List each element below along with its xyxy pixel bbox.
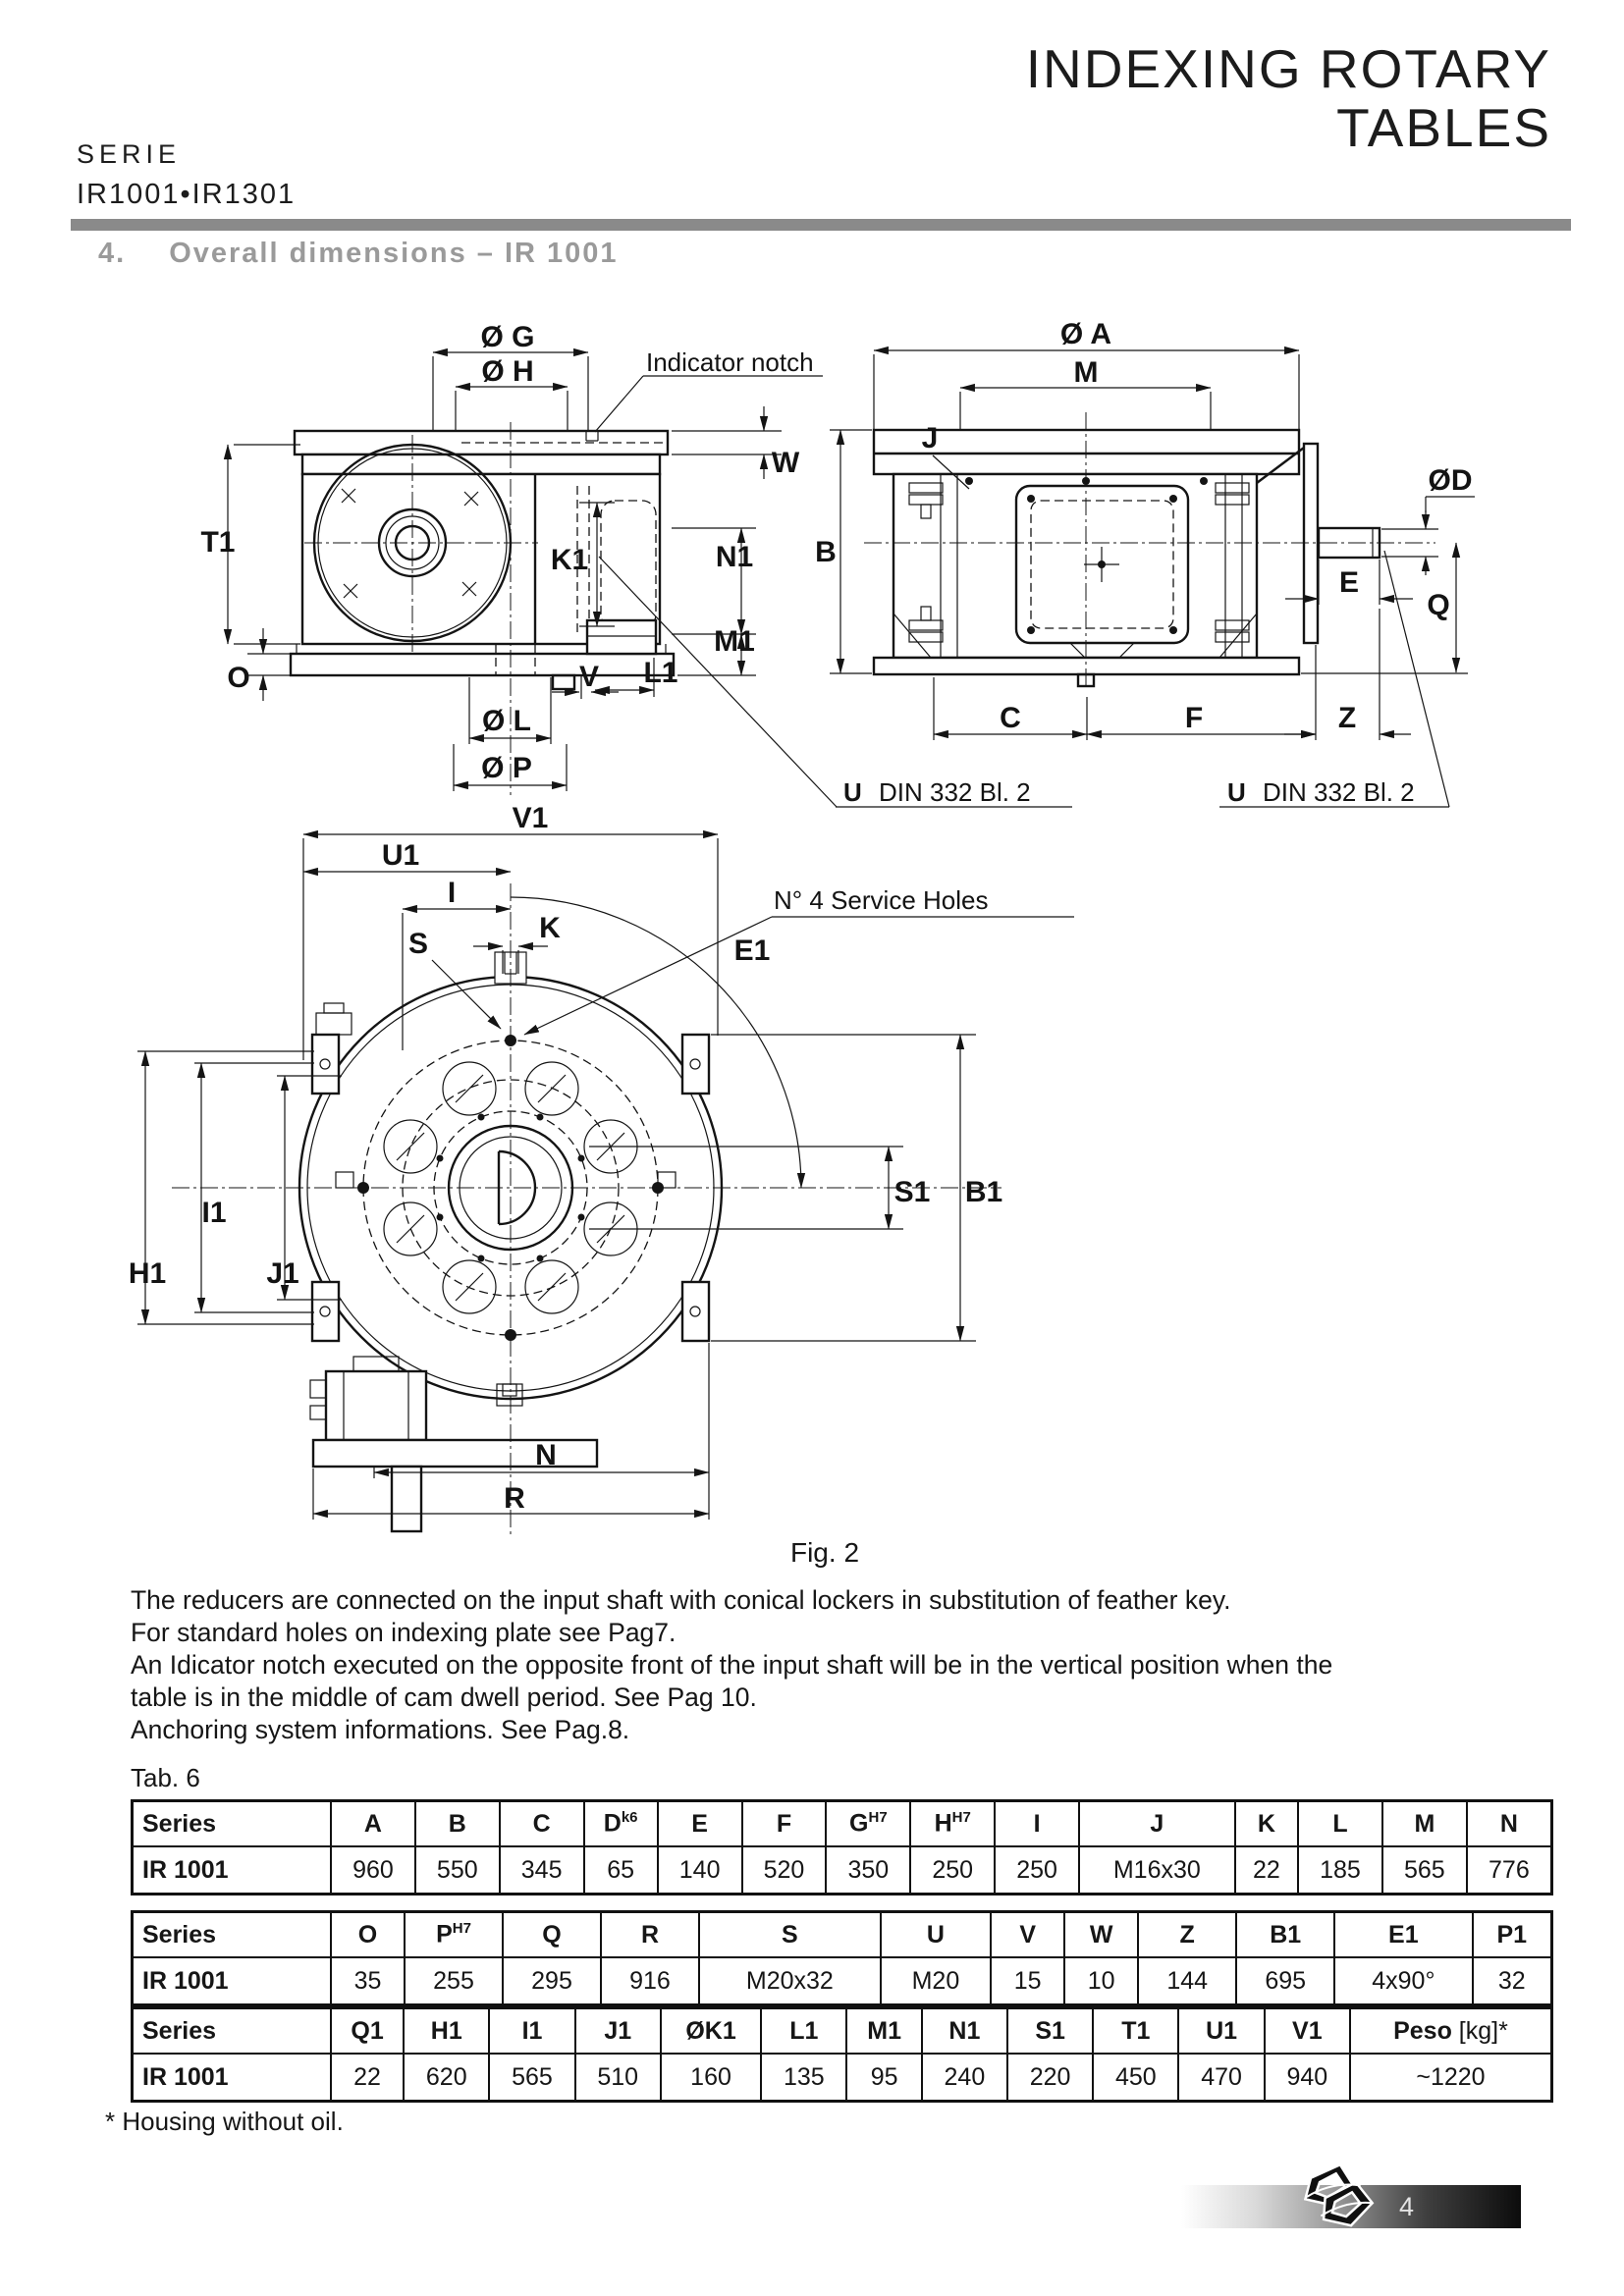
table-value-cell: 350 [826,1846,910,1895]
dimension-label: K1 [550,544,589,576]
table-col-header: H1 [404,2008,489,2055]
table-value-cell: 22 [1235,1846,1298,1895]
table-col-header: E1 [1334,1912,1472,1958]
table-value-cell: 240 [922,2054,1007,2102]
note-line: table is in the middle of cam dwell period. See Pag 10. [131,1682,757,1712]
table-value-cell: M16x30 [1079,1846,1235,1895]
dimension-label: L1 [643,657,678,689]
dimensions-table-1 [131,1799,1553,1896]
note-line: The reducers are connected on the input shaft with conical lockers in substitution of feather key. [131,1585,1231,1615]
din-u-label: U [1227,777,1246,807]
dimension-label: E1 [733,934,771,967]
table-col-header: E [658,1801,742,1847]
table-col-header: B [415,1801,500,1847]
table-col-header: Series [133,1912,332,1958]
table-col-header: $G^{H7}$ [826,1801,910,1847]
table-col-header: Series [133,2008,332,2055]
service-holes-label: N° 4 Service Holes [774,885,989,915]
table-col-header: S1 [1007,2008,1093,2055]
table-col-header: K [1235,1801,1298,1847]
table-col-header: Q [503,1912,601,1958]
dimensions-table-2 [131,1910,1553,2006]
table-value-cell: 940 [1265,2054,1350,2102]
figure-caption: Fig. 2 [789,1537,860,1568]
table-col-header: R [601,1912,699,1958]
table-value-cell: 160 [661,2054,761,2102]
table-col-header: $H^{H7}$ [910,1801,995,1847]
note-line: For standard holes on indexing plate see Pag7. [131,1618,677,1647]
table-series-cell: IR 1001 [133,1846,332,1895]
table-col-header: V [991,1912,1064,1958]
table-value-cell: 295 [503,1957,601,2005]
dimension-label: M [1073,356,1099,389]
table-col-header: Z [1138,1912,1236,1958]
table-col-header: N1 [922,2008,1007,2055]
table-col-header: P1 [1473,1912,1552,1958]
table-value-cell: 916 [601,1957,699,2005]
table-footnote: * Housing without oil. [105,2107,344,2136]
din-u-label: U [843,777,862,807]
dimension-label: Z [1337,702,1357,734]
brand-logo-icon [1288,2162,1382,2236]
section-heading [98,238,619,270]
table-value-cell: 250 [910,1846,995,1895]
dimension-label: N1 [715,541,754,573]
dimension-label: Ø G [480,321,535,353]
dimension-label: Ø A [1059,318,1112,350]
table-col-header: B1 [1236,1912,1334,1958]
table-value-cell: 185 [1298,1846,1382,1895]
table-col-header: A [331,1801,415,1847]
table-value-cell: 565 [489,2054,574,2102]
din-spec-label: DIN 332 Bl. 2 [879,777,1031,807]
table-col-header: M [1382,1801,1467,1847]
title-line-1: INDEXING ROTARY [1025,38,1551,99]
table-value-cell: 22 [331,2054,404,2102]
document-title [1026,39,1551,157]
table-series-cell: IR 1001 [133,1957,332,2005]
table-value-cell: 35 [331,1957,405,2005]
table-col-header: I [995,1801,1079,1847]
table-col-header: Q1 [331,2008,404,2055]
table-value-cell: 520 [742,1846,827,1895]
dimension-label: B [815,536,837,568]
table-value-cell: M20x32 [699,1957,881,2005]
table-col-header: I1 [489,2008,574,2055]
table-value-cell: 140 [658,1846,742,1895]
table-col-header: $P^{H7}$ [405,1912,503,1958]
table-value-cell: 4x90° [1334,1957,1472,2005]
table-value-cell: 695 [1236,1957,1334,2005]
table-value-cell: 510 [575,2054,661,2102]
table-col-header: N [1467,1801,1552,1847]
indicator-notch-label: Indicator notch [646,347,814,377]
dimension-label: Q [1427,589,1450,621]
table-col-header: U1 [1178,2008,1264,2055]
dimension-label: U1 [381,839,420,872]
dimension-label: O [227,662,250,694]
table-value-cell: 144 [1138,1957,1236,2005]
dimension-label: K [539,912,561,944]
dimension-label: F [1184,702,1204,734]
serie-models: IR1001•IR1301 [77,179,297,210]
serie-label: SERIE [77,139,182,169]
dimension-label: ØD [1428,464,1473,497]
table-col-header: Series [133,1801,332,1847]
technical-drawing [0,275,1624,1551]
table-col-header: T1 [1093,2008,1178,2055]
table-value-cell: 250 [995,1846,1079,1895]
title-line-2: TABLES [1336,97,1551,158]
notes-block [131,1584,1525,1746]
page-number: 4 [1399,2192,1415,2221]
table-value-cell: 565 [1382,1846,1467,1895]
plan-view [137,834,1074,1536]
dimension-label: M1 [714,625,755,658]
table-value-cell: 550 [415,1846,500,1895]
section-number: 4. [98,238,127,269]
table-col-header: J [1079,1801,1235,1847]
table-col-header: L [1298,1801,1382,1847]
dimension-label: N [535,1439,557,1471]
table-col-header: V1 [1265,2008,1350,2055]
table-value-cell: M20 [881,1957,991,2005]
table-col-header: ØK1 [661,2008,761,2055]
dimension-label: V1 [512,802,549,834]
table-col-header: C [500,1801,584,1847]
table-value-cell: 15 [991,1957,1064,2005]
dimension-label: Ø H [481,355,534,388]
table-col-header: L1 [761,2008,846,2055]
dimensions-table-3 [131,2006,1553,2103]
table-series-cell: IR 1001 [133,2054,332,2102]
dimension-label: T1 [200,526,236,559]
table-col-header: W [1064,1912,1138,1958]
table-label: Tab. 6 [131,1763,200,1792]
header-divider [71,219,1571,231]
table-value-cell: 255 [405,1957,503,2005]
table-col-header: O [331,1912,405,1958]
dimension-label: B1 [964,1176,1003,1208]
din-spec-label: DIN 332 Bl. 2 [1263,777,1415,807]
table-value-cell: 960 [331,1846,415,1895]
dimension-label: V [578,661,600,693]
table-col-header: S [699,1912,881,1958]
table-col-header: U [881,1912,991,1958]
table-col-header: J1 [575,2008,661,2055]
table-col-header: Peso [kg]* [1350,2008,1552,2055]
dimension-label: J1 [266,1257,299,1290]
dimension-label: W [771,447,800,479]
dimension-label: Ø L [482,705,531,737]
table-value-cell: 620 [404,2054,489,2102]
dimension-label: I [447,877,457,909]
table-value-cell: 135 [761,2054,846,2102]
note-line: An Idicator notch executed on the opposite front of the input shaft will be in the vertical position when the [131,1650,1333,1680]
dimension-label: Ø P [481,752,532,784]
dimension-label: J [921,422,939,454]
table-value-cell: 470 [1178,2054,1264,2102]
table-value-cell: 450 [1093,2054,1178,2102]
table-col-header: $D^{k6}$ [584,1801,658,1847]
dimension-label: I1 [201,1197,227,1229]
table-value-cell: 65 [584,1846,658,1895]
note-line: Anchoring system informations. See Pag.8. [131,1715,630,1744]
dimension-label: C [1000,702,1021,734]
dimension-label: E [1338,566,1360,599]
table-value-cell: ~1220 [1350,2054,1552,2102]
table-value-cell: 220 [1007,2054,1093,2102]
table-value-cell: 345 [500,1846,584,1895]
dimension-label: R [504,1482,525,1515]
dimension-label: S1 [893,1176,931,1208]
table-col-header: M1 [846,2008,921,2055]
table-value-cell: 776 [1467,1846,1552,1895]
dimension-label: H1 [128,1257,167,1290]
table-value-cell: 32 [1473,1957,1552,2005]
table-value-cell: 95 [846,2054,921,2102]
dimension-label: S [407,928,429,960]
table-col-header: F [742,1801,827,1847]
section-title: Overall dimensions – IR 1001 [169,238,619,269]
table-value-cell: 10 [1064,1957,1138,2005]
